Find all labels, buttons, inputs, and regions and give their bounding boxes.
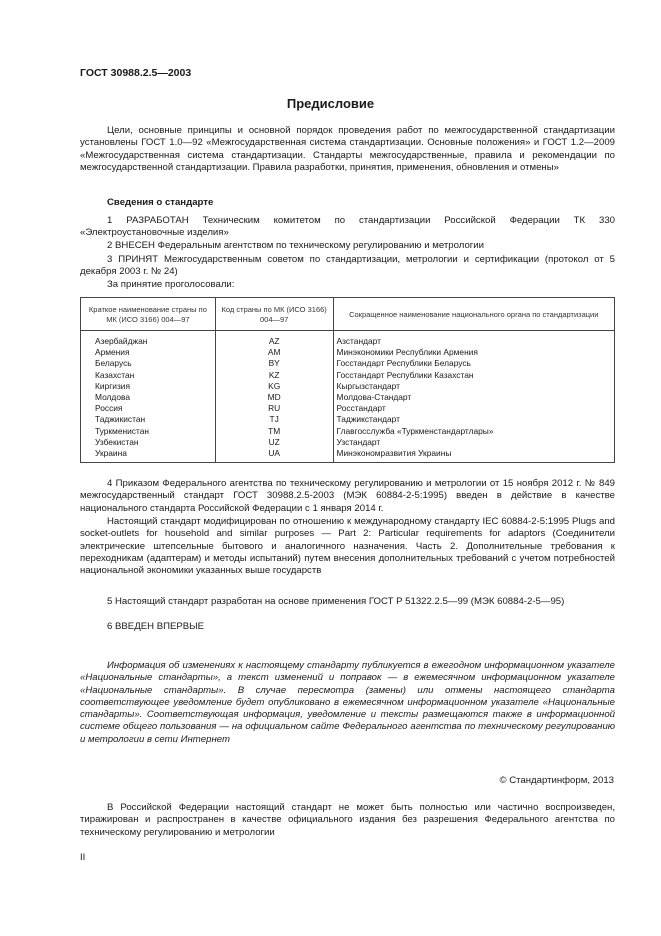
standards-body-cell: Таджикстандарт <box>333 414 614 425</box>
table-row <box>81 347 615 358</box>
header-standards-body: Сокращенное наименование национального органа по стандартизации <box>333 298 614 331</box>
country-name-cell: Казахстан <box>81 370 216 381</box>
standards-body-cell: Узстандарт <box>333 437 614 448</box>
page-number: II <box>80 852 86 863</box>
standards-body-cell: Главгосслужба «Туркменстандартлары» <box>333 426 614 437</box>
intro-paragraph: Цели, основные принципы и основной порядок проведения работ по межгосударственной стандартизации установлены ГОСТ 1.0—92 «Межгосударственная система стандартизации. Основные положения» и ГОСТ 1.2—2009 «Межгосударственная система стандартизации. Стандарты межгосударственные, правила и рекомендации по межгосударственной стандартизации. Правила разработки, принятия, применения, обновления и отмены» <box>80 125 615 173</box>
standards-body-cell: Азстандарт <box>333 331 614 348</box>
header-country-name: Краткое наименование страны по МК (ИСО 3166) 004—97 <box>81 298 216 331</box>
country-code-cell: KG <box>215 381 333 392</box>
country-name-cell: Туркменистан <box>81 426 216 437</box>
table-row <box>81 426 615 437</box>
copyright-line: © Стандартинформ, 2013 <box>499 775 614 786</box>
country-name-cell: Молдова <box>81 392 216 403</box>
country-code-cell: AM <box>215 347 333 358</box>
country-name-cell: Беларусь <box>81 358 216 369</box>
country-code-cell: UA <box>215 448 333 463</box>
table-header-row <box>81 298 615 331</box>
country-code-cell: RU <box>215 403 333 414</box>
document-header: ГОСТ 30988.2.5—2003 <box>80 67 192 79</box>
item-1-paragraph: 1 РАЗРАБОТАН Техническим комитетом по стандартизации Российской Федерации ТК 330 «Электроустановочные изделия» <box>80 215 615 239</box>
header-country-code: Код страны по МК (ИСО 3166) 004—97 <box>215 298 333 331</box>
vote-line: За принятие проголосовали: <box>107 279 235 290</box>
standards-body-cell: Минэкономики Республики Армения <box>333 347 614 358</box>
standards-body-cell: Госстандарт Республики Казахстан <box>333 370 614 381</box>
item-4-paragraph: 4 Приказом Федерального агентства по техническому регулированию и метрологии от 15 ноября 2012 г. № 849 межгосударственный стандарт ГОСТ 30988.2.5-2003 (МЭК 60884-2-5:1995) введен в действие в качестве национального стандарта Российской Федерации с 1 января 2014 г. <box>80 478 615 514</box>
country-code-cell: UZ <box>215 437 333 448</box>
item-3-paragraph: 3 ПРИНЯТ Межгосударственным советом по стандартизации, метрологии и сертификации (протокол от 5 декабря 2003 г. № 24) <box>80 254 615 278</box>
table-row <box>81 381 615 392</box>
standards-body-cell: Кыргызстандарт <box>333 381 614 392</box>
table-row <box>81 414 615 425</box>
changes-notice: Информация об изменениях к настоящему стандарту публикуется в ежегодном информационном указателе «Национальные стандарты», а текст изменений и поправок — в ежемесячном информационном указателе «Национальные стандарты». В случае пересмотра (замены) или отмены настоящего стандарта соответствующее уведомление будет опубликовано в ежемесячном информационном указателе «Национальные стандарты». Соответствующая информация, уведомление и тексты размещаются также в информационной системе общего пользования — на официальном сайте Федерального агентства по техническому регулированию и метрологии в сети Интернет <box>80 660 615 745</box>
country-name-cell: Украина <box>81 448 216 463</box>
table-row <box>81 358 615 369</box>
table-row <box>81 331 615 348</box>
rights-paragraph: В Российской Федерации настоящий стандарт не может быть полностью или частично воспроизведен, тиражирован и распространен в качестве официального издания без разрешения Федерального агентства по техническому регулированию и метрологии <box>80 802 615 838</box>
country-name-cell: Узбекистан <box>81 437 216 448</box>
country-name-cell: Таджикистан <box>81 414 216 425</box>
info-heading: Сведения о стандарте <box>107 197 214 208</box>
country-name-cell: Армения <box>81 347 216 358</box>
table-row <box>81 370 615 381</box>
states-table <box>80 297 615 463</box>
standards-body-cell: Молдова-Стандарт <box>333 392 614 403</box>
country-code-cell: AZ <box>215 331 333 348</box>
standards-body-cell: Росстандарт <box>333 403 614 414</box>
standards-body-cell: Минэкономразвития Украины <box>333 448 614 463</box>
country-code-cell: KZ <box>215 370 333 381</box>
country-name-cell: Киргизия <box>81 381 216 392</box>
modification-paragraph: Настоящий стандарт модифицирован по отношению к международному стандарту IEC 60884-2-5:1995 Plugs and socket-outlets for household and similar purposes — Part 2: Particular requirements for adaptors (Соединители электрические штепсельные бытового и аналогичного назначения. Часть 2. Дополнительные требования к переходникам (адаптерам) и методы испытаний) путем внесения дополнительных требований с учетом потребностей национальной экономики указанных выше государств <box>80 516 615 577</box>
table-row <box>81 392 615 403</box>
table-row <box>81 437 615 448</box>
standards-body-cell: Госстандарт Республики Беларусь <box>333 358 614 369</box>
item-5-paragraph: 5 Настоящий стандарт разработан на основе применения ГОСТ Р 51322.2.5—99 (МЭК 60884-2-5—95) <box>107 596 565 607</box>
page-title: Предисловие <box>286 96 375 111</box>
item-2-paragraph: 2 ВНЕСЕН Федеральным агентством по техническому регулированию и метрологии <box>107 240 485 251</box>
country-name-cell: Азербайджан <box>81 331 216 348</box>
table-row <box>81 403 615 414</box>
country-code-cell: MD <box>215 392 333 403</box>
country-code-cell: TJ <box>215 414 333 425</box>
country-code-cell: BY <box>215 358 333 369</box>
table-row <box>81 448 615 463</box>
country-code-cell: TM <box>215 426 333 437</box>
country-name-cell: Россия <box>81 403 216 414</box>
item-6-paragraph: 6 ВВЕДЕН ВПЕРВЫЕ <box>107 621 205 632</box>
